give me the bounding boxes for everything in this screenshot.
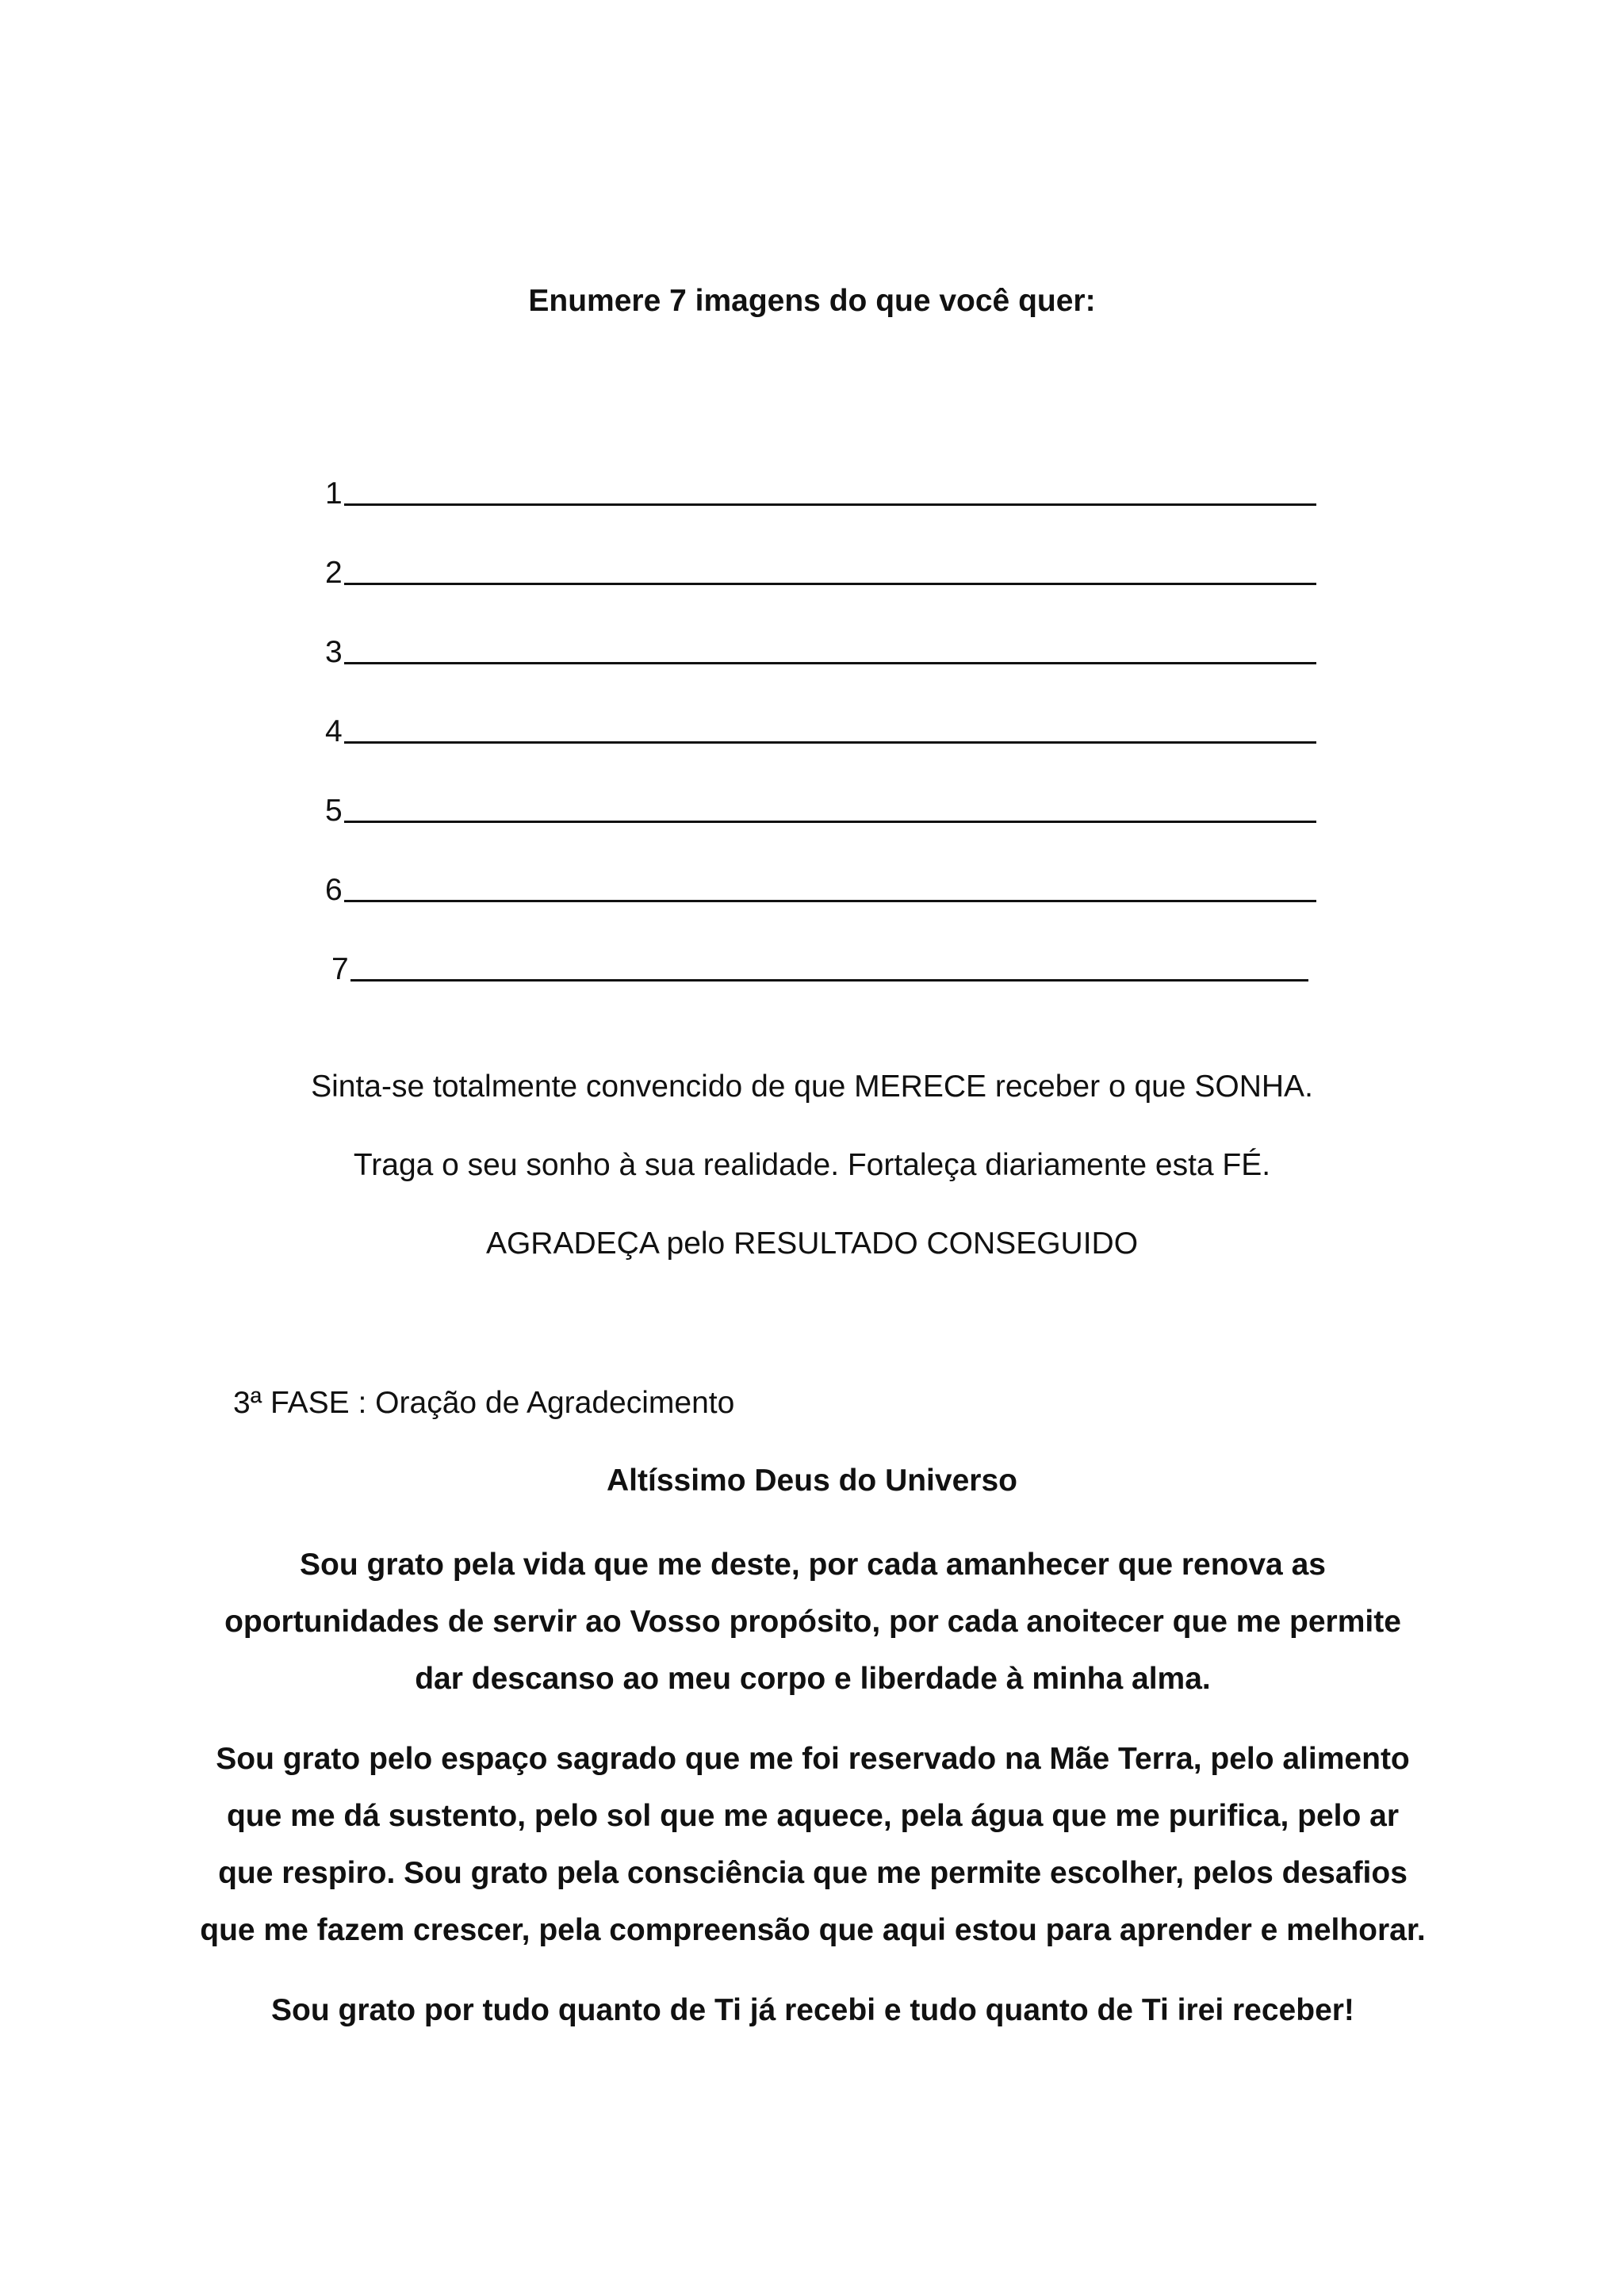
prayer-title: Altíssimo Deus do Universo	[607, 1464, 1017, 1498]
prayer-paragraph: Sou grato pelo espaço sagrado que me foi reservado na Mãe Terra, pelo alimento que me dá sustento, pelo sol que me aquece, pela água que me purifica, pelo ar que respiro. Sou grato pela consciência que me permite escolher, pelos desafios que me fazem crescer, pela compreensão que aqui estou para aprender e melhorar.	[200, 1742, 1426, 1947]
list-item	[325, 910, 1316, 989]
blank-line	[344, 630, 1316, 664]
list-item-number: 1	[325, 476, 343, 511]
blank-line	[344, 789, 1316, 823]
list-item	[325, 434, 1316, 514]
list-item	[325, 593, 1316, 672]
numbered-blank-list	[325, 434, 1316, 989]
prayer-paragraph: Sou grato por tudo quanto de Ti já recebi e tudo quanto de Ti irei receber!	[271, 1993, 1354, 2027]
list-item	[325, 831, 1316, 910]
statement-line: Traga o seu sonho à sua realidade. Fortaleça diariamente esta FÉ.	[353, 1148, 1271, 1182]
page-title: Enumere 7 imagens do que você quer:	[528, 284, 1096, 318]
blank-line	[344, 551, 1316, 585]
blank-line	[344, 710, 1316, 744]
blank-line	[344, 472, 1316, 506]
statement-line: Sinta-se totalmente convencido de que MERECE receber o que SONHA.	[311, 1070, 1313, 1104]
list-item	[325, 752, 1316, 831]
blank-line	[344, 868, 1316, 902]
phase-heading: 3ª FASE : Oração de Agradecimento	[233, 1386, 735, 1420]
list-item-number: 7	[331, 952, 349, 986]
list-item-number: 4	[325, 714, 343, 748]
list-item	[325, 514, 1316, 593]
list-item-number: 3	[325, 635, 343, 669]
list-item-number: 2	[325, 556, 343, 590]
blank-line	[350, 947, 1308, 982]
prayer-paragraph: Sou grato pela vida que me deste, por cada amanhecer que renova as oportunidades de servir ao Vosso propósito, por cada anoitecer que me permite dar descanso ao meu corpo e liberdade à minha alma.	[224, 1548, 1401, 1696]
list-item-number: 5	[325, 794, 343, 828]
list-item	[325, 672, 1316, 752]
statement-line: AGRADEÇA pelo RESULTADO CONSEGUIDO	[485, 1226, 1139, 1261]
list-item-number: 6	[325, 873, 343, 907]
